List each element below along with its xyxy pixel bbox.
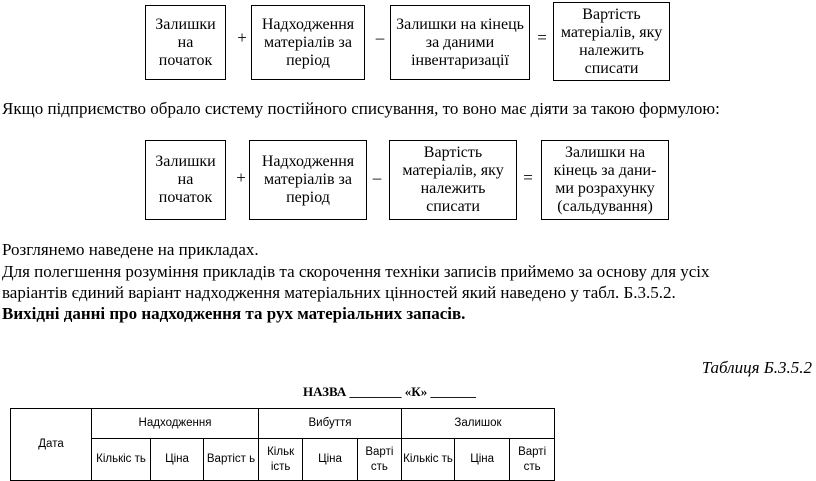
formula1-plus-operator: + [237,28,247,47]
materials-table [10,408,555,481]
formula1-box-opening-balance: Залишки на початок [145,5,226,80]
subheader-price: Ціна [303,439,358,481]
formula2-minus-operator: – [372,168,382,187]
section-heading: Вихідні данні про надходження та рух матеріальних запасів. [2,304,466,323]
subheader-quantity: Кільк ість [259,439,303,481]
subheader-value: Варті сть [357,439,401,481]
formula2-box-receipts: Надходження матеріалів за період [249,140,367,220]
paragraph-line-1: Розглянемо наведене на прикладах. [2,240,259,259]
table-caption: Таблиця Б.3.5.2 [701,358,812,377]
formula2-box-calculated-balance: Залишки на кінець за дани-ми розрахунку (сальдування) [541,140,669,220]
header-receipts: Надходження [92,409,259,439]
paragraph-line-2: Для полегшення розуміння прикладів та скорочення техніки записів приймемо за основу для усіх [2,262,710,281]
header-date: Дата [11,409,92,481]
subheader-quantity: Кількіс ть [402,439,455,481]
subheader-price: Ціна [455,439,510,481]
formula2-plus-operator: + [236,168,246,187]
subheader-price: Ціна [151,439,204,481]
formula2-box-opening-balance: Залишки на початок [145,140,226,220]
formula1-box-writeoff-value: Вартість матеріалів, яку належить списати [553,2,670,81]
subheader-value: Варті сть [510,439,555,481]
subheader-value: Вартіст ь [204,439,259,481]
formula1-box-receipts: Надходження матеріалів за період [251,5,365,80]
formula1-minus-operator: – [375,28,385,47]
formula2-equals-operator: = [523,168,533,187]
formula2-box-writeoff-value: Вартість матеріалів, яку належить списати [389,140,517,220]
formula1-equals-operator: = [537,28,547,47]
table-name: НАЗВА ________ «К» _______ [303,384,476,399]
intro-text: Якщо підприємство обрало систему постійного списування, то воно має діяти за такою формулою: [2,99,720,118]
formula1-box-inventory-balance: Залишки на кінець за даними інвентаризації [390,5,530,80]
paragraph-line-3: варіантів єдиний варіант надходження матеріальних цінностей який наведено у табл. Б.3.5.2. [2,283,676,302]
header-balance: Залишок [402,409,555,439]
subheader-quantity: Кількіс ть [92,439,151,481]
header-disposal: Вибуття [259,409,402,439]
